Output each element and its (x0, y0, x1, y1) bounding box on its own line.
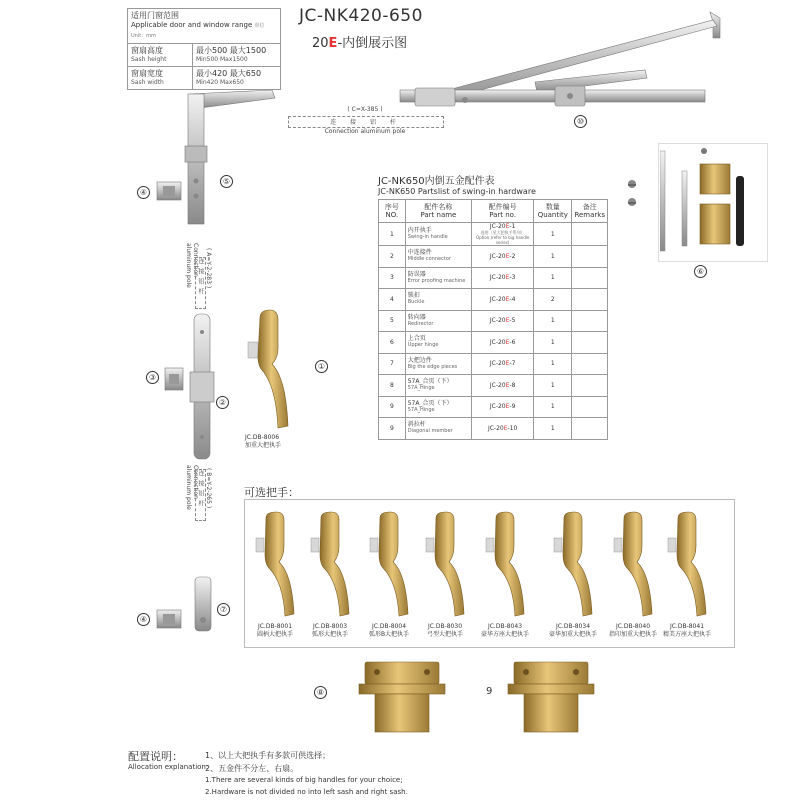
label-3: ③ (146, 371, 159, 384)
part-qty: 1 (534, 310, 572, 332)
part-number: JC-20E-3 (472, 267, 534, 289)
label-10: ⑩ (574, 115, 587, 128)
handle-image-jc-db-8030 (424, 510, 472, 618)
part-no: 4 (379, 289, 406, 311)
part-qty: 1 (534, 332, 572, 354)
part-name: 转向器 Redirector (405, 310, 471, 332)
part-remarks (572, 396, 608, 418)
table-row (379, 310, 608, 332)
handle-image-jc-db-8034 (552, 510, 600, 618)
diagonal-member-image (395, 8, 725, 123)
part-number: JC-20E-6 (472, 332, 534, 354)
allocation-line-en-1: 1.There are several kinds of big handles for your choice; (205, 776, 403, 784)
handle-image-jc-db-8001 (254, 510, 302, 618)
handle-caption: JC.DB-8004 弧形B大把执手 (368, 623, 410, 638)
part-no: 9 (379, 396, 406, 418)
handle-caption: JC.DB-8003 弧形大把执手 (311, 623, 348, 638)
range-unit: 单位Unit：mm (131, 23, 265, 39)
optional-handles-title: 可选把手： (244, 486, 299, 499)
range-header-en: Applicable door and window range (131, 21, 253, 29)
handle-caption: JC.DB-8041 精美方座大把执手 (662, 623, 711, 638)
left-pole-a-en: Connection aluminum pole (185, 243, 199, 288)
handle-image-jc-db-8004 (368, 510, 416, 618)
handle-caption: JC.DB-8001 圆柄大把执手 (256, 623, 293, 638)
table-row (379, 396, 608, 418)
label-7: ⑦ (217, 603, 230, 616)
part-number: JC-20E-7 (472, 353, 534, 375)
part-number: JC-20E-4 (472, 289, 534, 311)
handle-caption: JC.DB-8043 豪华方座大把执手 (480, 623, 529, 638)
part-no: 7 (379, 353, 406, 375)
handle-image-jc-db-8040 (612, 510, 660, 618)
label-9: 9 (486, 686, 493, 697)
hinge-8-image (357, 660, 447, 735)
label-5: ⑤ (220, 175, 233, 188)
page-subtitle: 20E-内倒展示图 (312, 36, 408, 51)
table-row (379, 267, 608, 289)
part-number: JC-20E-5 (472, 310, 534, 332)
label-4-bottom: ④ (137, 613, 150, 626)
edge-piece-image (192, 575, 214, 633)
part-name: 57A_合页（下） 57A_Hinge (405, 396, 471, 418)
allocation-title-en: Allocation explanation: (128, 763, 209, 771)
table-row (379, 375, 608, 397)
part-qty: 1 (534, 418, 572, 440)
part-qty: 1 (534, 396, 572, 418)
table-row (379, 246, 608, 268)
allocation-title-cn: 配置说明： (128, 750, 183, 763)
middle-connector-image (186, 312, 220, 462)
left-pole-a-formula: ( A=Y-2-283 ) (205, 248, 212, 289)
part-number: JC-20E-9 (472, 396, 534, 418)
part-qty: 1 (534, 246, 572, 268)
label-6: ⑥ (694, 265, 707, 278)
allocation-line-en-2: 2.Hardware is not divided no into left sash and right sash. (205, 788, 408, 796)
part-name: 斜拉杆 Diagonal member (405, 418, 471, 440)
handle-image-jc-db-8003 (309, 510, 357, 618)
part-remarks (572, 289, 608, 311)
table-row (379, 289, 608, 311)
part-remarks (572, 353, 608, 375)
part-no: 5 (379, 310, 406, 332)
part-name: 锁扣 Buckle (405, 289, 471, 311)
label-2: ② (216, 396, 229, 409)
part-remarks (572, 223, 608, 246)
screws-image (624, 176, 640, 212)
buckle-image-top (155, 180, 183, 202)
label-4-top: ④ (137, 186, 150, 199)
part-remarks (572, 246, 608, 268)
part-number: JC-20E-8 (472, 375, 534, 397)
range-header-cn: 适用门窗范围 (131, 11, 179, 20)
handle-caption: JC.DB-8034 豪华加重大把执手 (548, 623, 597, 638)
handle-caption: JC.DB-8030 弓型大把执手 (426, 623, 463, 638)
error-proofing-image (163, 366, 185, 392)
handle-caption: JC.DB-8040 指印加重大把执手 (608, 623, 657, 638)
main-handle-image (246, 308, 296, 433)
left-pole-a-cn: 连接铝杆 (195, 257, 206, 309)
left-pole-b-en: Connection aluminum pole (185, 465, 199, 510)
allocation-line-cn-1: 1、以上大把执手有多款可供选择； (205, 751, 331, 760)
part-no: 1 (379, 223, 406, 246)
top-pole-box: 连 接 铝 杆 (288, 116, 444, 128)
part-name: 上合页 Upper hinge (405, 332, 471, 354)
part-remarks (572, 332, 608, 354)
part-remarks (572, 267, 608, 289)
hinge-9-image (506, 660, 596, 735)
part-name: 中连接件 Middle connector (405, 246, 471, 268)
part-qty: 1 (534, 223, 572, 246)
table-row (379, 223, 608, 246)
part-name: 57A_合页（下） 57A_Hinge (405, 375, 471, 397)
part-no: 2 (379, 246, 406, 268)
part-no: 9 (379, 418, 406, 440)
part-no: 3 (379, 267, 406, 289)
part-no: 8 (379, 375, 406, 397)
parts-table (378, 199, 608, 440)
part-qty: 1 (534, 267, 572, 289)
part-qty: 1 (534, 353, 572, 375)
part-qty: 1 (534, 375, 572, 397)
upper-hinge-image (660, 146, 764, 258)
part-number: JC-20E-10 (472, 418, 534, 440)
part-name: 内开执手 Swing-in handle (405, 223, 471, 246)
part-qty: 2 (534, 289, 572, 311)
part-remarks (572, 375, 608, 397)
label-1: ① (315, 360, 328, 373)
range-row-height: 窗扇高度 Sash height 最小500 最大1500 Min500 Max1500 (128, 43, 280, 66)
part-remarks (572, 310, 608, 332)
table-row (379, 332, 608, 354)
part-number: JC-20E-2 (472, 246, 534, 268)
main-handle-caption: JC.DB-8006 加重大把执手 (245, 434, 282, 449)
parts-table-header: 序号 NO. 配件名称 Part name 配件编号 Part no. 数量 Quantity 备注 Remarks (379, 200, 608, 223)
allocation-line-cn-2: 2、五金件不分左、右扇。 (205, 764, 299, 773)
left-pole-b-cn: 连接铝杆 (195, 469, 206, 521)
top-pole-formula: ( C=X-385 ) (347, 106, 383, 113)
part-name: 大把边件 Big the edge pieces (405, 353, 471, 375)
part-name: 防误器 Error proofing machine (405, 267, 471, 289)
table-row (379, 353, 608, 375)
part-remarks (572, 418, 608, 440)
label-8: ⑧ (314, 686, 327, 699)
part-number: JC-20E-1 选用（见大把执手系列）Option (refer to big handle series) (472, 223, 534, 246)
range-table (127, 8, 281, 90)
buckle-image-bottom (155, 608, 183, 630)
part-no: 6 (379, 332, 406, 354)
table-row (379, 418, 608, 440)
top-pole-en: Connection aluminum pole (324, 128, 406, 135)
left-pole-b-formula: ( B=Y-2-265 ) (205, 468, 212, 509)
handle-image-jc-db-8043 (484, 510, 532, 618)
parts-table-title: JC-NK650内倒五金配件表 JC-NK650 Partslist of swing-in hardware (378, 176, 536, 196)
page-title: JC-NK420-650 (299, 6, 423, 26)
range-row-width: 窗扇宽度 Sash width 最小420 最大650 Min420 Max650 (128, 66, 280, 89)
handle-image-jc-db-8041 (666, 510, 714, 618)
redirector-image (180, 86, 280, 231)
